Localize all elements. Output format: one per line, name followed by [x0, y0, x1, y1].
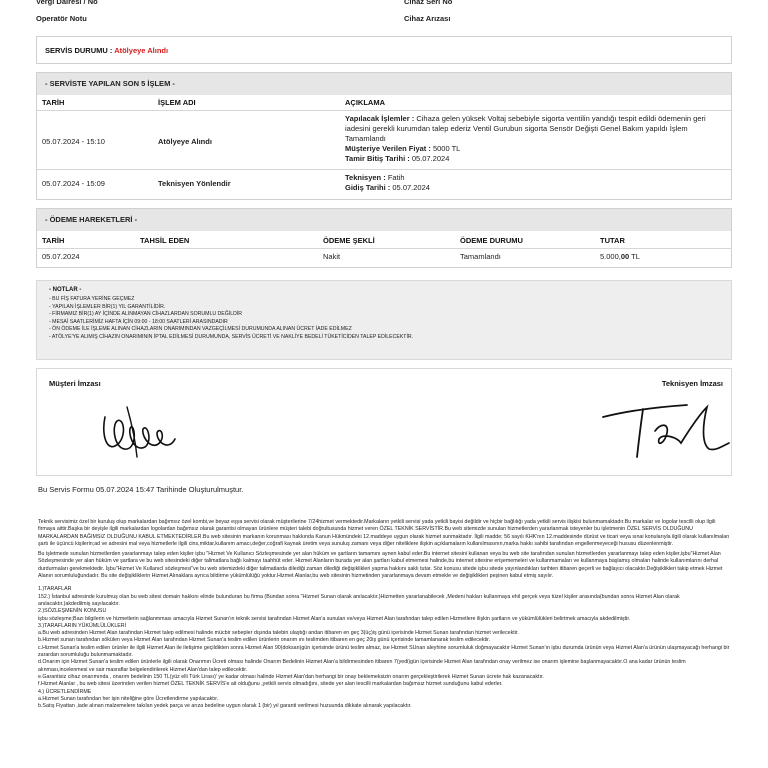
- legal-line: 2.)SÖZLEŞMENİN KONUSU: [38, 608, 107, 615]
- divider: [36, 169, 732, 170]
- odeme-tarih: 05.07.2024: [42, 252, 80, 261]
- odeme-col-tutar: TUTAR: [600, 236, 625, 245]
- islem-row-2-ad: Teknisyen Yönlendir: [158, 179, 231, 188]
- teknisyen-label: Teknisyen :: [345, 173, 386, 182]
- col-aciklama: AÇIKLAMA: [345, 98, 385, 107]
- legal-paragraph: Teknik servisimiz özel bir kuruluş olup markalardan bağımsız özel kombi,ve beyaz eşya servisi olarak müşterilerine 7/24hizmet vermektedir.Markaların yetkili servisi yada yetkili bayisi değildir ve hiçbir bağlılığı yada yetkili servis ilişkisi bulunmamaktadır.Bu markalar ve logolar tescilli olup ilgili firmaya aittir.Başka bir deyişle ilgili markalardan logolardan bağımsız olarak garantisi olmayan ürünlere müşteri talebi doğrultusunda hizmet veren ÖZEL TEKNİK SERVİSTİR.Bu web sitemizde sunulan hizmetlerden yararlanmak isteyenler bu işletmenin ÖZEL SERVİS OLDUĞUNU MARKALARDAN BAĞIMSIZ OLDUĞUNU KABUL ETMEKTEDİRLER.Bu web sitesinin markanın korunması hakkında Kanun Hükmündeki 12.maddeye uygun olarak hizmet sunmaktadır. İlgili madde; 56 sayılı KHK'nın 12.maddesinde dürüst ve ticari veya sınai konularıyla ilgili olarak kullanılmaları şartı ile üçüncü kişilerin;ad ve adresini mal veya hizmetlerle ilgili cins,miktar,kullanım amacı,değer,coğrafi kaynak üretim veya sunuluş zamanı veya diğer niteliklere ilişkin açıklamaların kullanılmasının,marka hakkı sahibi tarafından engellenmeyeceği hususu düzenlenmiştir.: [38, 519, 730, 547]
- legal-line: a.Hizmet Sunan tarafından her işin niteliğine göre Ücretlendirme yapılacaktır.: [38, 695, 219, 702]
- odeme-col-sekil: ÖDEME ŞEKLİ: [323, 236, 375, 245]
- musteri-signature-icon: [97, 397, 187, 461]
- legal-paragraph: Bu işletmede sunulan hizmetlerden yararlanmayı talep eden kişiler işbu "Hizmet Ve Kullanıcı Sözleşmesinde yer alan hüküm ve şartların tamamını aynen kabul eder.Bu internet sitesini kullanan veya bu web site tarafından sunulan hizmetlerden yararlanmayı talep eden kişiler,işbu"Hizmet Alan Sözleşmesinde yer alan hüküm ve şartlara ve bu web sitesindeki diğer talimatlara bağlı kalmayı taahhüt eder. Hizmet Alanların burada yer alan şartları kabul etmemesi halinde,bu internet sitesine erişememeleri ve kullanmamaları ve kullanmaya başlamış olmaları halinde kullanımlarını derhal durdurmaları gerekmektedir. İşbu"Hizmet Ve KullanıcI sözleşmesi"ve bu web sitemizdeki diğer talimatlarda dilediği zaman dilediği değişiklikleri yapma hakkını saklı tutar. Söz konusu sitede işbu sitede yayınlandıkları tarihten itibaren geçerli ve bağlayıcı olacaktır.Değişiklikleri takip etmek Hizmet Alanın sorumluluğundadır. Bu site değişikliklerin Hizmet Alınaklara ayrıca bildirme yükümlülüğü yoktur.Hizmet Alanlar,bu web sitesinin hizmetinden yararlanmaya devam etmekle ve değişiklikleri peşinen kabul etmiş sayılır.: [38, 551, 723, 580]
- cihaz-ariza-label: Cihaz Arızası: [404, 14, 451, 23]
- servis-durumu-box: [36, 36, 732, 64]
- legal-line: f.Hizmet Alanlar , bu web sitesi üzerinden verilen hizmet ÖZEL TEKNİK SERVİS'e ait olduğunu ,yetkili servis olmadığını, sitede yer alan tescilli markalardan bağımsız hizmet sunduğunu kabul ederler.: [38, 681, 503, 688]
- yapilacak-text: Cihaza gelen yüksek Voltaj sebebiyle sigorta ventilin yandığı tespit edildi ödemenin geri iadesini gerekli kurumdan talep ederiz Ventil Gurubun sigorta Sensör Değişti Genel Bakım yapıldı İşlem Tamamlandı: [345, 114, 706, 143]
- islem-row-1-aciklama: [345, 114, 720, 164]
- yapilacak-label: Yapılacak İşlemler :: [345, 114, 415, 123]
- legal-line: d.Onarım için Hizmet Sunan'a teslim edilen ürünlerle ilgili olarak Onarımın Ücreti olması halinde Onarım Bedelinin Hizmet Alan'a bildirmesinden itibaren 7(yedi)gün içerisinde Hizmet Alan tarafından onay verilmez ise onarım işlemine başlanmayacaktır.O ana kadar ürünün teslim alınması,incelenmesi ve sair masraflar belgelendirilerek Hizmet Alan'dan talep edilecektir.: [38, 659, 686, 673]
- notlar-line: - ATÖLYE'YE ALIMIŞ CİHAZIN ONARIMININ İPTAL EDİLMESİ DURUMUNDA, SERVİS ÜCRETİ VE NAKLİYE BEDELİ TÜKETİCİDEN TALEP EDİLECEKTİR.: [49, 333, 414, 340]
- servis-durumu-label: SERVİS DURUMU :: [45, 46, 113, 55]
- fiyat-label: Müşteriye Verilen Fiyat :: [345, 144, 431, 153]
- legal-line: b.Hizmet sunan tarafından sökülen veya Hizmet Alan tarafından Hizmet Sunan'a teslim edilen ürünlerin onarım ını teslimden itibaren en geç 20iş günü içerisinde tamamlanarak teslim edilecektir.: [38, 637, 491, 644]
- odeme-sekil: Nakit: [323, 252, 341, 261]
- divider: [36, 110, 732, 111]
- gidis-label: Gidiş Tarihi :: [345, 183, 391, 192]
- notlar-title: - NOTLAR -: [49, 287, 82, 293]
- cihaz-seri-label: Cihaz Seri No: [404, 0, 453, 6]
- tutar-int: 5.000,: [600, 252, 621, 261]
- bitis-label: Tamir Bitiş Tarihi :: [345, 154, 410, 163]
- divider: [36, 248, 732, 249]
- notlar-line: - YAPILAN İŞLEMLER BİR(1) YIL GARANTİLİDİR.: [49, 303, 166, 310]
- servis-durumu: [37, 37, 731, 65]
- notlar-line: - FİRMAMIZ BİR(1) AY İÇİNDE ALINMAYAN CİHAZLARDAN SORUMLU DEĞİLDİR: [49, 311, 243, 318]
- notlar-box: [36, 280, 732, 360]
- teknisyen-value: Fatih: [387, 173, 405, 182]
- bitis-value: 05.07.2024: [411, 154, 450, 163]
- gidis-value: 05.07.2024: [392, 183, 430, 192]
- odeme-col-tahsil: TAHSİL EDEN: [140, 236, 190, 245]
- legal-line: c.Hizmet Sunan'a teslim edilen ürünler ile ilgili Hizmet Alan ile iletişime geçildikten sonra Hizmet Alan 90(doksan)gün içerisinde ürünü teslim almaz, ise Hizmet SUnan aleyhine sorumluluk doğmayacaktır Hizmet Sunan'ın işbu durumda ürünün veya Hizmet Alan'a ürünün ulaşmayacağı herhangi bir zarardan sorumluluğu bulunmamaktadır.: [38, 644, 730, 659]
- legal-line: e.Garantisiz cihaz onarımında , onarım bedelinin 150 TL(yüz elli Türk Lirası)' ye kadar olması halinde Hizmet Alan'dan herhangi bir onay beklemeksizin onarım gerçekleştirilerek Hizmet Sunan ücrete hak kazanacaktır.: [38, 673, 544, 680]
- tutar-cur: TL: [629, 252, 640, 261]
- odeme-durum: Tamamlandı: [460, 252, 501, 261]
- islem-row-1-ad: Atölyeye Alındı: [158, 137, 212, 146]
- top-row-1: [36, 0, 732, 6]
- vergi-label: Vergi Dairesi / No: [36, 0, 98, 6]
- odeme-col-durum: ÖDEME DURUMU: [460, 236, 523, 245]
- islem-row-1-tarih: 05.07.2024 - 15:10: [42, 137, 105, 146]
- fiyat-value: 5000 TL: [432, 144, 461, 153]
- col-islem-adi: İŞLEM ADI: [158, 98, 196, 107]
- olusturma-tarihi: Bu Servis Formu 05.07.2024 15:47 Tarihinde Oluşturulmuştur.: [38, 485, 244, 494]
- servis-durumu-value: Atölyeye Alındı: [114, 46, 169, 55]
- odeme-title: - ÖDEME HAREKETLERİ -: [37, 209, 731, 231]
- operator-label: Operatör Notu: [36, 14, 87, 23]
- teknisyen-imza-label: Teknisyen İmzası: [661, 379, 723, 388]
- islem-row-2-aciklama: [345, 173, 720, 193]
- top-row-2: [36, 14, 732, 23]
- legal-text: [38, 519, 732, 710]
- islem-row-2-tarih: 05.07.2024 - 15:09: [42, 179, 105, 188]
- notlar-line: - BU FİŞ FATURA YERİNE GEÇMEZ: [49, 296, 135, 302]
- notlar-line: - ÖN ÖDEME İLE İŞLEME ALINAN CİHAZLARIN ONARIMINDAN VAZGEÇİLMESİ DURUMUNDA ALINAN ÜCRET İADE EDİLMEZ: [49, 326, 352, 333]
- musteri-imza-label: Müşteri İmzası: [49, 379, 101, 388]
- odeme-col-tarih: TARİH: [42, 236, 65, 245]
- legal-line: b.Satış Fiyattan ,iade alınan malzemelere takılan yedek parça ve arıza bedeline uygun olarak 1 (bir) yıl garanti verilmesi huzuunda dikkate alınarak yapılacaktır.: [38, 703, 412, 710]
- son-islemler-title: - SERVİSTE YAPILAN SON 5 İŞLEM -: [37, 73, 731, 95]
- odeme-tutar: [600, 252, 640, 262]
- col-tarih: TARİH: [42, 98, 65, 107]
- tutar-dec: 00: [620, 252, 630, 261]
- legal-line: a.Bu web adresinden Hizmet Alan tarafından Hizmet talep edilmesi halinde mücbir sebepler dışında talebin ulaştığı andan itibaren en geç 3(üç)iş günü içerisinde Hizmet Sunan tarafından hizmet verilecektir.: [38, 630, 519, 637]
- teknisyen-signature-icon: [597, 403, 737, 463]
- notlar-line: - MESAİ SAATLERİMİZ HAFTA İÇİN 09:00 - 18:00 SAATLERİ ARASINDADIR: [49, 318, 228, 325]
- legal-line: işbu sözleşme;Bazı bilgilerin ve hizmetlerin sağlanmması amacıyla Hizmet Sunan'ın teknik servisi tarafından Hizmet Alan'a sunulan ve/veya Hizmet Alan tarafından talep edilen Hizmetlere ilişkin şartların ve yükümlülükleri belirtmek amacıyla akdedilmiştir.: [38, 615, 631, 622]
- legal-line: 3.)TARAFLARIN YÜKÜMLÜLÜKLERİ: [38, 622, 127, 629]
- legal-line: 152.) İstanbul adresinde kurulmuş olan bu web sitesi domain hakkını elinde bulunduran bu firma (Bundan sonra "Hizmet Sunan olarak anılacaktır.)Hizmetten yararlanabilecek ,Medeni hakları kullanmaya ehil gerçek veya tüzel kişiler arasında(bundan sonra Hizmet Alan olarak anılacaktır.)akdedilmiş sayılacaktır.: [38, 593, 680, 607]
- legal-line: 1.)TARAFLAR: [38, 586, 72, 593]
- legal-line: 4.) ÜCRETLENDİRME: [38, 688, 92, 695]
- imza-box: [36, 368, 732, 476]
